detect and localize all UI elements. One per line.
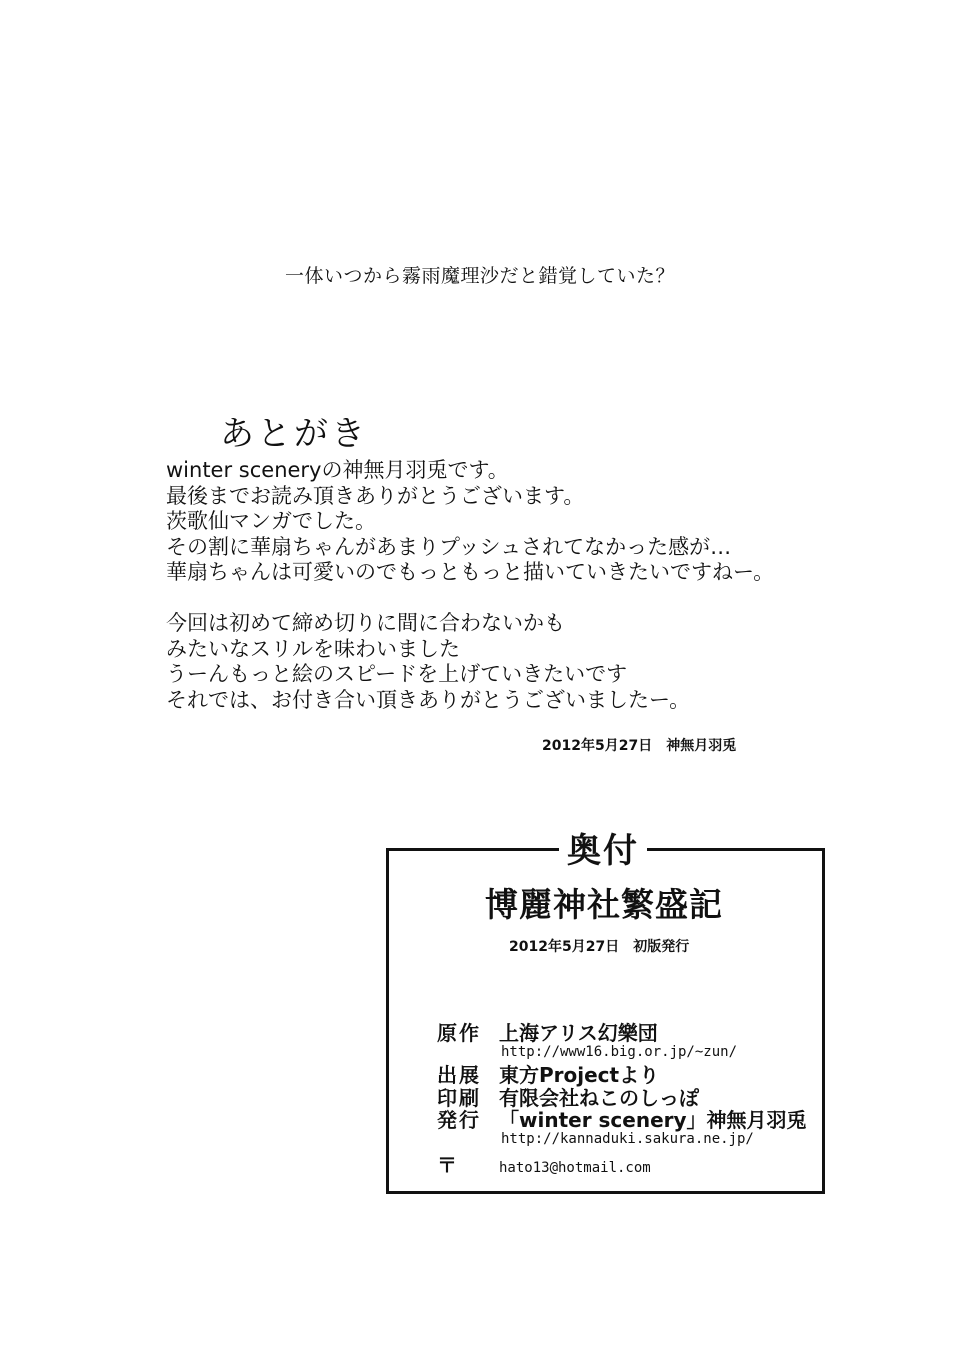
afterword-line: それでは、お付き合い頂きありがとうございましたー。 [166, 687, 691, 712]
afterword-paragraph-2 [166, 611, 690, 713]
contact-row [437, 1149, 651, 1178]
contact-email: hato13@hotmail.com [499, 1160, 651, 1176]
book-title: 博麗神社繁盛記 [485, 885, 723, 924]
afterword-paragraph-1 [166, 458, 774, 586]
original-row [437, 1017, 658, 1046]
printing-label: 印刷 [437, 1086, 481, 1110]
afterword-signature: 2012年5月27日 神無月羽兎 [542, 738, 737, 754]
afterword-line: みたいなスリルを味わいました [166, 636, 460, 661]
afterword-line: 華扇ちゃんは可愛いのでもっともっと描いていきたいですねー。 [166, 560, 775, 584]
original-label: 原作 [437, 1021, 481, 1045]
publish-date: 2012年5月27日 初版発行 [509, 939, 690, 955]
postal-mark-icon: 〒 [437, 1153, 459, 1177]
afterword-line: その割に華扇ちゃんがあまりプッシュされてなかった感が… [166, 534, 732, 559]
afterword-line: winter sceneryの神無月羽兎です。 [166, 458, 509, 482]
exhibit-label: 出展 [437, 1063, 481, 1087]
original-value: 上海アリス幻樂団 [499, 1021, 658, 1045]
publisher-label: 発行 [437, 1108, 481, 1132]
colophon-title: 奥付 [559, 823, 647, 872]
afterword-heading: あとがき [220, 414, 368, 454]
afterword-line: 最後までお読み頂きありがとうございます。 [166, 483, 585, 508]
publisher-value: 「winter scenery」神無月羽兎 [499, 1108, 807, 1132]
publisher-url: http://kannaduki.sakura.ne.jp/ [501, 1131, 754, 1147]
colophon-box [386, 831, 825, 1194]
tagline: 一体いつから霧雨魔理沙だと錯覚していた？ [285, 265, 676, 287]
afterword-line: 今回は初めて締め切りに間に合わないかも [166, 611, 565, 635]
afterword-line: うーんもっと絵のスピードを上げていきたいです [166, 662, 628, 686]
publisher-row [437, 1104, 807, 1133]
original-url: http://www16.big.or.jp/~zun/ [501, 1044, 738, 1060]
printing-value: 有限会社ねこのしっぽ [499, 1086, 699, 1110]
exhibit-value: 東方Projectより [499, 1063, 660, 1087]
afterword-line: 茨歌仙マンガでした。 [166, 509, 376, 533]
